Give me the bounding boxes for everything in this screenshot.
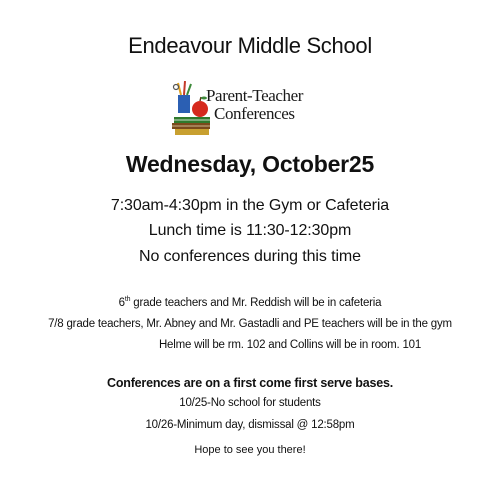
- school-name: Endeavour Middle School: [128, 33, 372, 58]
- lunch-note: No conferences during this time: [139, 248, 361, 265]
- event-time: 7:30am-4:30pm in the Gym or Cafeteria: [110, 197, 390, 214]
- no-school-note: 10/25-No school for students: [179, 397, 321, 409]
- first-come-note: Conferences are on a first come first serve bases.: [107, 376, 393, 390]
- logo-text: [206, 87, 303, 123]
- minimum-day-note: 10/26-Minimum day, dismissal @ 12:58pm: [145, 419, 355, 431]
- grade6-number: 6: [118, 297, 125, 309]
- lunch-time: Lunch time is 11:30-12:30pm: [148, 222, 352, 239]
- event-date: Wednesday, October25: [125, 151, 375, 177]
- conference-logo: [172, 81, 328, 139]
- room-assignments: Helme will be rm. 102 and Collins will be in room. 101: [158, 339, 422, 351]
- logo-line-1: Parent-Teacher: [206, 86, 304, 105]
- grade6-suffix: th: [124, 296, 131, 304]
- logo-line-2: Conferences: [214, 104, 295, 123]
- grade78-location: 7/8 grade teachers, Mr. Abney and Mr. Gastadli and PE teachers will be in the gym: [48, 318, 452, 330]
- grade6-location: [0, 297, 500, 309]
- grade6-text: grade teachers and Mr. Reddish will be in cafeteria: [130, 297, 382, 309]
- closing-text: Hope to see you there!: [194, 444, 306, 456]
